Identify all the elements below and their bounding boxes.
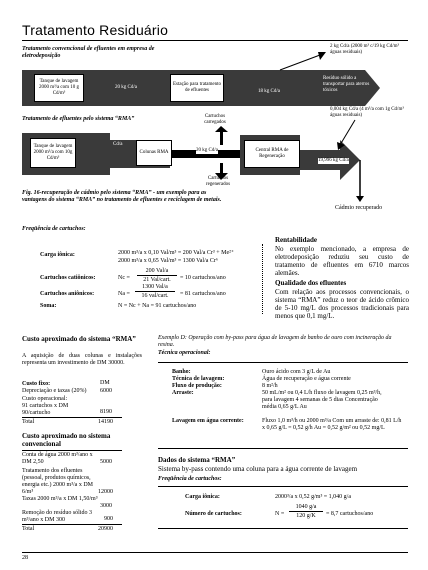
formula-label-sum: Soma: [40, 303, 57, 309]
custo-conv-total-rule [22, 524, 122, 525]
formula-cationic-den: 21 Val/cart. [143, 277, 171, 283]
formula-sum: N = Nc + Na = 91 cartuchos/ano [118, 303, 197, 309]
diagram2-flow-mid: 20 kg Cd/a [196, 148, 218, 153]
custo-rma-col-header: DM [100, 380, 110, 386]
page-title: Tratamento Residuário [22, 22, 169, 38]
formula-anionic-lhs: Na = [118, 291, 130, 297]
rentabilidade-text: No exemplo mencionado, a empresa de eletrodeposição reduziu seu custo de tratamento de efluentes em 6710 marcos alemães. [275, 245, 409, 277]
dados-rma-num-lhs: N = [275, 511, 285, 517]
column-divider [262, 244, 263, 314]
custo-rma-row-1-label: Depreciação e taxas (20%) [22, 388, 87, 394]
custo-rma-row-1-value: 6000 [100, 388, 112, 394]
formula-anionic-num: 1300 Val/a [135, 284, 175, 292]
figure-caption: Fig. 16-recuperação de cádmio pelo sistema “RMA” - um exemplo para as vantagens do sistema “RMA” no tratamento de efluentes e reciclagem de metais. [22, 190, 222, 203]
formula-carga-line2: 2000 m³/a x 0,65 Val/m³ = 1300 Val/a Cr⁶ [118, 258, 219, 264]
custo-conv-row-2-label: Taxas 2000 m³/a x DM 1,50/m³ [22, 496, 98, 502]
diagram2-loaded: Cartuchos carregados [204, 114, 226, 125]
formula-carga-line1: 2000 m³/a x 0,10 Val/m³ = 200 Val/a Cr³ + Me²⁺ [118, 250, 235, 256]
custo-conv-heading: Custo aproximado no sistema convencional [22, 432, 111, 448]
exemplo-d-bottom-rule [158, 448, 408, 449]
exemplo-d-top-rule [158, 362, 408, 363]
diagram2-flow-in: 20 kg Cd/a [113, 136, 125, 147]
dados-rma-text: Sistema by-pass contendo uma coluna para a água corrente de lavagem [158, 465, 358, 473]
exemplo-d-subheading: Técnica operacional: [158, 350, 211, 356]
exemplo-d-row-2-label: Fluxo de produção: [172, 383, 222, 389]
custo-conv-top-rule [22, 450, 122, 451]
diagram1-station-box: Estação para tratamento de efluentes [170, 74, 224, 102]
custo-rma-row-3-value: 8190 [100, 409, 112, 415]
custo-rma-total-rule [22, 417, 122, 418]
formula-anionic-den: 16 val/cart. [141, 293, 169, 299]
exemplo-d-row-3-value: 50 mL/m² ou 0,4 L/h fluxo de lavagem 0,25 m³/h, para lavagem 4 semanas de 5 dias Concentração média 0,65 g/L Au [262, 390, 382, 410]
dados-rma-num-label: Número de cartuchos: [185, 511, 242, 517]
diagram1-caption: Tratamento convencional de efluentes em empresa de eletrodeposição [22, 46, 155, 59]
dados-rma-top-rule [158, 486, 408, 487]
formula-label-cationic: Cartuchos catiônicos: [40, 275, 96, 281]
diagram1-tank-box: Tanque de lavagem 2000 m³/a com 10 g Cd/m³ [34, 74, 84, 102]
dados-rma-subheading: Freqüência de cartuchos: [158, 476, 222, 482]
custo-rma-total-label: Total [22, 419, 35, 425]
custo-conv-row-2-value: 3000 [100, 503, 112, 509]
dados-rma-carga-expr: 2000³/a x 0,52 g/m³ = 1,040 g/a [275, 494, 351, 500]
custo-conv-total-value: 20900 [98, 526, 113, 532]
exemplo-d-row-2-value: 8 m²/h [262, 383, 278, 389]
diagram1-top-note: 2 kg Cd/a (2000 m³ c/19 kg Cd/m³ águas residuais) [330, 44, 399, 55]
custo-conv-total-label: Total [22, 526, 35, 532]
qualidade-text: Com relação aos processos convencionais, o sistema “RMA” reduz o teor de ácido crômico de 5-10 mg/L dos processos tradicionais para menos que 0,1 mg/L. [275, 288, 409, 320]
dados-rma-num-rhs: = 8,7 cartuchos/ano [326, 511, 374, 517]
custo-rma-row-3-label: 91 cartuchos x DM 90/cartucho [22, 403, 69, 416]
exemplo-d-row-1-value: Água de recuperação e água corrente [262, 376, 351, 382]
diagram2-columns-box: Colunas RMA [136, 140, 172, 166]
diagram2-recovered: Cádmio recuperado [335, 205, 383, 211]
formula-anionic-rhs: = 81 cartuchos/ano [180, 291, 226, 297]
formula-cationic-num: 200 Val/a [137, 268, 177, 276]
exemplo-d-row-3-label: Arraste: [172, 390, 194, 396]
custo-rma-row-2-label: Custo operacional: [22, 396, 68, 402]
custo-conv-row-3-value: 900 [104, 516, 113, 522]
exemplo-d-row-1-label: Técnica de lavagem: [172, 376, 225, 382]
dados-rma-num-num: 1040 g/a [289, 504, 323, 512]
custo-rma-heading: Custo aproximado do sistema “RMA” [22, 335, 136, 343]
dados-rma-num-den: 120 g/K [296, 513, 316, 519]
formula-label-anionic: Cartuchos aniônicos: [40, 291, 95, 297]
diagram1-flow1: 20 kg Cd/a [115, 85, 137, 90]
dados-rma-bottom-rule [158, 528, 408, 529]
diagram2-regenerated: Cartuchos regenerados [205, 176, 231, 187]
formula-cationic-rhs: = 10 cartuchos/ano [180, 275, 226, 281]
custo-rma-text: A aquisição de duas colunas e instalações representa um investimento de DM 30000. [22, 353, 142, 366]
custo-conv-row-0-label: Conta de água 2000 m³/ano x DM 2,50 [22, 452, 93, 465]
diagram2-caption: Tratamento de efluentes pelo sistema “RMA” [22, 116, 135, 122]
exemplo-d-row-4-label: Lavagem em água corrente: [172, 418, 244, 424]
diagram2-note-right: 0,004 kg Cd/a (4 m³/a com 1g Cd/m³ águas residuais) [330, 107, 404, 118]
formula-cationic-lhs: Nc = [118, 275, 130, 281]
diagram1-flow2: 18 kg Cd/a [258, 89, 280, 94]
exemplo-d-heading: Exemplo D: Operação com by-pass para água de lavagem de banho de ouro com incineração da resina. [158, 335, 392, 348]
dados-rma-heading: Dados do sistema “RMA” [158, 456, 236, 464]
custo-conv-row-0-value: 5000 [100, 459, 112, 465]
exemplo-d-row-0-value: Ouro ácido com 3 g/L de Au [262, 369, 331, 375]
diagram2-flow-out: 19,996 kg Cd/a [318, 158, 349, 163]
exemplo-d-row-4-value: Fluxo 1,0 m³/h ou 2000 m³/a Com um arraste de: 0,81 L/h x 0,65 g/L = 0,52 g/h Au = 0,52 g/m² ou 0,52 mg/L [262, 418, 402, 431]
custo-conv-row-3-label: Remoção do resíduo sólido 3 m³/ano x DM 300 [22, 510, 92, 523]
qualidade-heading: Qualidade dos efluentes [275, 279, 347, 287]
custo-conv-row-1-label: Tratamento dos efluentes (pessoal, produtos químicos, energia etc.) 2000 m³/a x DM 6/m³ [22, 468, 94, 495]
diagram1-residue: Resíduo sólido a transportar para aterros tóxicos [323, 76, 370, 93]
exemplo-d-row-0-label: Banho: [172, 369, 191, 375]
custo-rma-total-value: 14190 [98, 419, 113, 425]
custo-conv-row-1-value: 12000 [98, 489, 113, 495]
custo-rma-row-0-label: Custo fixo: [22, 381, 51, 387]
formula-label-carga: Carga iônica: [40, 252, 75, 258]
footer-rule [22, 552, 408, 553]
diagram2-tank-box: Tanque de lavagem 2000 m³/a com 10g Cd/m³ [30, 138, 76, 168]
dados-rma-carga-label: Carga iônica: [185, 494, 220, 500]
diagram2-central-box: Central RMA de Regeneração [244, 140, 300, 168]
rentabilidade-heading: Rentabilidade [275, 236, 318, 244]
page-number: 28 [22, 555, 28, 561]
freq-heading: Freqüência de cartuchos: [22, 226, 86, 232]
